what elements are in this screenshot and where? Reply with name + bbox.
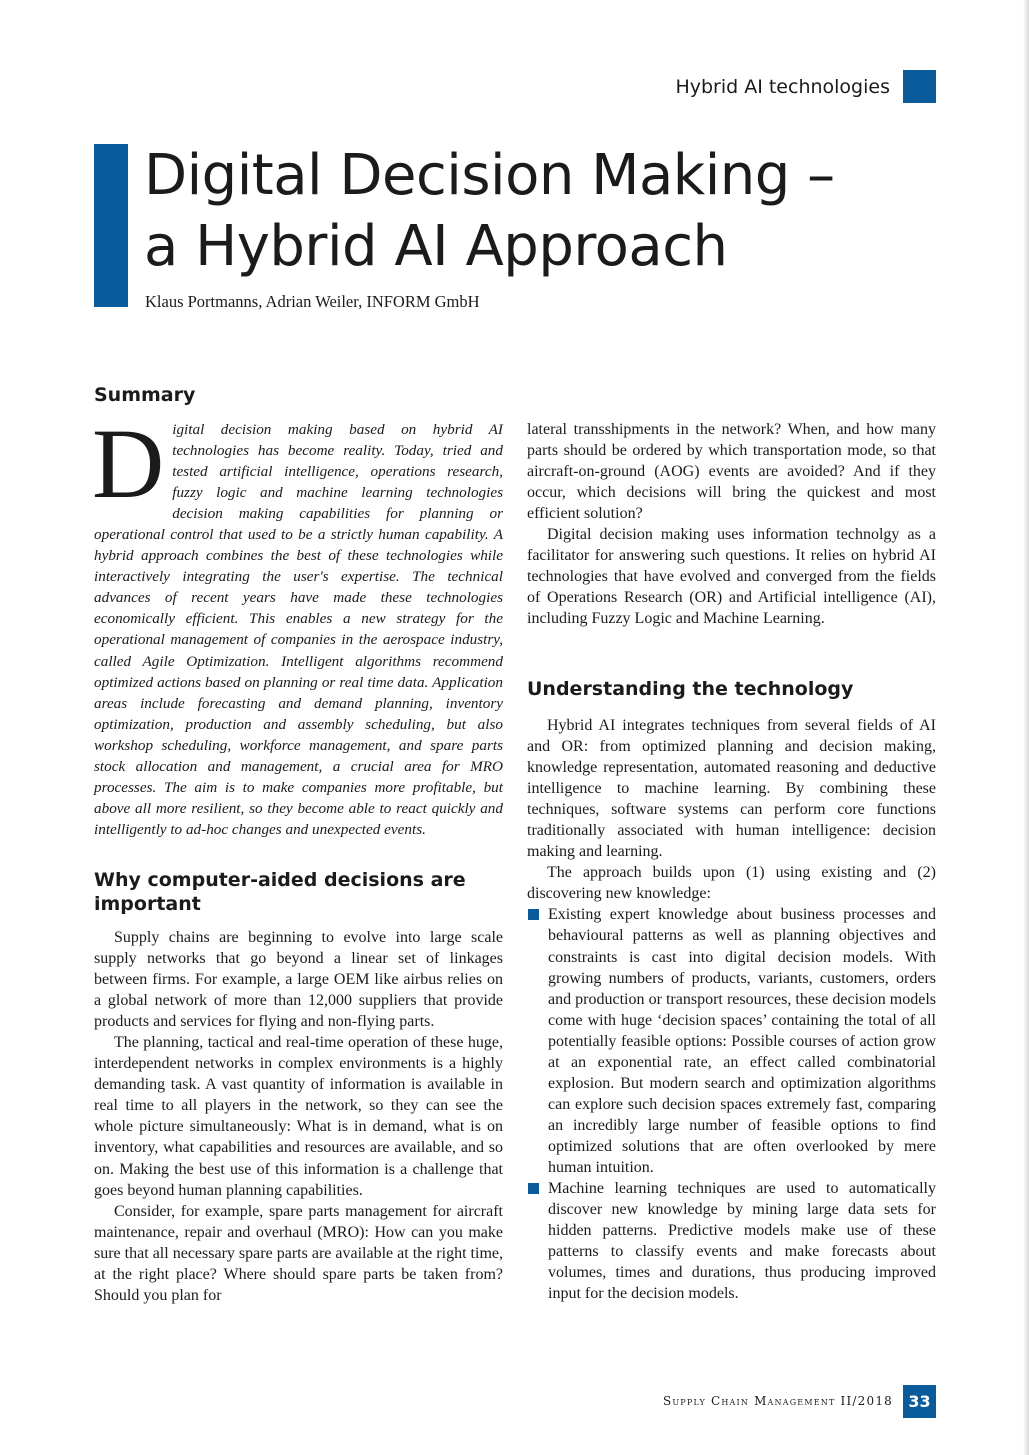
- why-paragraph-3: Consider, for example, spare parts management for aircraft maintenance, repair and overhaul (MRO): How can you make sure that all necessary spare parts are available at the right time, at the right place? Where should spare parts be taken from? Should you plan for: [94, 1202, 503, 1304]
- square-bullet-icon: [528, 909, 539, 920]
- why-heading: Why computer-aided decisions are important: [94, 869, 466, 915]
- page-number: 33: [903, 1385, 936, 1418]
- why-paragraph-2: The planning, tactical and real-time operation of these huge, interdependent networks in complex environments is a highly demanding task. A vast quantity of information is available in real time to all players in the network, so they can see the whole picture simultaneously: What is in demand, what is on inventory, what capabilities and resources are available, and so on. Making the best use of this information is a challenge that goes beyond human planning capabilities.: [94, 1034, 503, 1199]
- article-authors: Klaus Portmanns, Adrian Weiler, INFORM GmbH: [145, 292, 480, 311]
- right-column-top: [527, 419, 936, 629]
- knowledge-bullet-list: [527, 904, 936, 1304]
- bullet-item-machine-learning: [527, 1178, 936, 1304]
- summary-heading: Summary: [94, 384, 196, 406]
- section-marker-square: [903, 70, 936, 103]
- article-title: [144, 140, 904, 282]
- page-edge-shadow: [1023, 0, 1029, 1455]
- bullet-text: Existing expert knowledge about business processes and behavioural patterns as well as planning objectives and constraints is cast into digital decision models. With growing numbers of products, variants, customers, orders and production or transport resources, these decision models come with huge ‘decision spaces’ containing the total of all potentially feasible options: Possible courses of action grow at an exponential rate, an effect called combinatorial explosion. But modern search and optimization algorithms can explore such decision spaces extremely fast, comparing an incredibly large number of feasible options to find optimized solutions that are often overlooked by mere human intuition.: [548, 906, 936, 1176]
- technology-paragraph-1: Hybrid AI integrates techniques from several fields of AI and OR: from optimized planning and decision making, knowledge representation, automated reasoning and deductive intelligence to machine learning. By combining these techniques, software systems can perform core functions traditionally associated with human intelligence: decision making and learning.: [527, 717, 936, 861]
- bullet-text: Machine learning techniques are used to automatically discover new knowledge by mining large data sets for hidden patterns. Predictive models make use of these patterns to classify events and make forecasts about volumes, times and durations, thus producing improved input for the decision models.: [548, 1180, 936, 1303]
- technology-paragraph-2: The approach builds upon (1) using existing and (2) discovering new knowledge:: [527, 864, 936, 903]
- title-line-1: Digital Decision Making –: [144, 143, 835, 208]
- square-bullet-icon: [528, 1183, 539, 1194]
- left-column-body: [94, 927, 503, 1306]
- digital-decision-paragraph: Digital decision making uses information technolgy as a facilitator for answering such questions. It relies on hybrid AI technologies that have evolved and converged from the fields of Operations Research (OR) and Artificial intelligence (AI), including Fuzzy Logic and Machine Learning.: [527, 526, 936, 628]
- technology-heading: Understanding the technology: [527, 678, 854, 700]
- summary-text: igital decision making based on hybrid AI technologies has become reality. Today, tried and tested artificial intelligence, operations research, fuzzy logic and machine learning technologies decision making capabilities for planning or operational control that used to be a strictly human capability. A hybrid approach combines the best of these technologies while interactively integrating the user's expertise. The technical advances of recent years have made these technologies economically efficient. This enables a new strategy for the operational management of companies in the aerospace industry, called Agile Optimization. Intelligent algorithms recommend optimized actions based on planning or real time data. Application areas include forecasting and demand planning, inventory optimization, production and assembly scheduling, but also workshop scheduling, workforce management, and spare parts stock allocation and management, a crucial area for MRO processes. The aim is to make companies more profitable, but above all more resilient, so they become able to react quickly and intelligently to ad-hoc changes and unexpected events.: [94, 421, 503, 838]
- bullet-item-existing-knowledge: [527, 904, 936, 1178]
- drop-cap: D: [92, 408, 165, 519]
- why-paragraph-1: Supply chains are beginning to evolve into large scale supply networks that go beyond a linear set of linkages between firms. For example, a large OEM like airbus relies on a global network of more than 12,000 suppliers that provide products and services for flying and non-flying parts.: [94, 929, 503, 1031]
- title-accent-bar: [94, 144, 128, 307]
- journal-footer: Supply Chain Management II/2018: [662, 1394, 893, 1408]
- title-line-2: a Hybrid AI Approach: [144, 214, 728, 279]
- right-column-body: [527, 715, 936, 1304]
- continuation-paragraph: lateral transshipments in the network? When, and how many parts should be ordered by which transportation mode, so that aircraft-on-ground (AOG) events are avoided? And if they occur, which decisions will bring the quickest and most efficient solution?: [527, 421, 936, 523]
- section-label: Hybrid AI technologies: [675, 76, 890, 98]
- summary-abstract: [92, 408, 503, 840]
